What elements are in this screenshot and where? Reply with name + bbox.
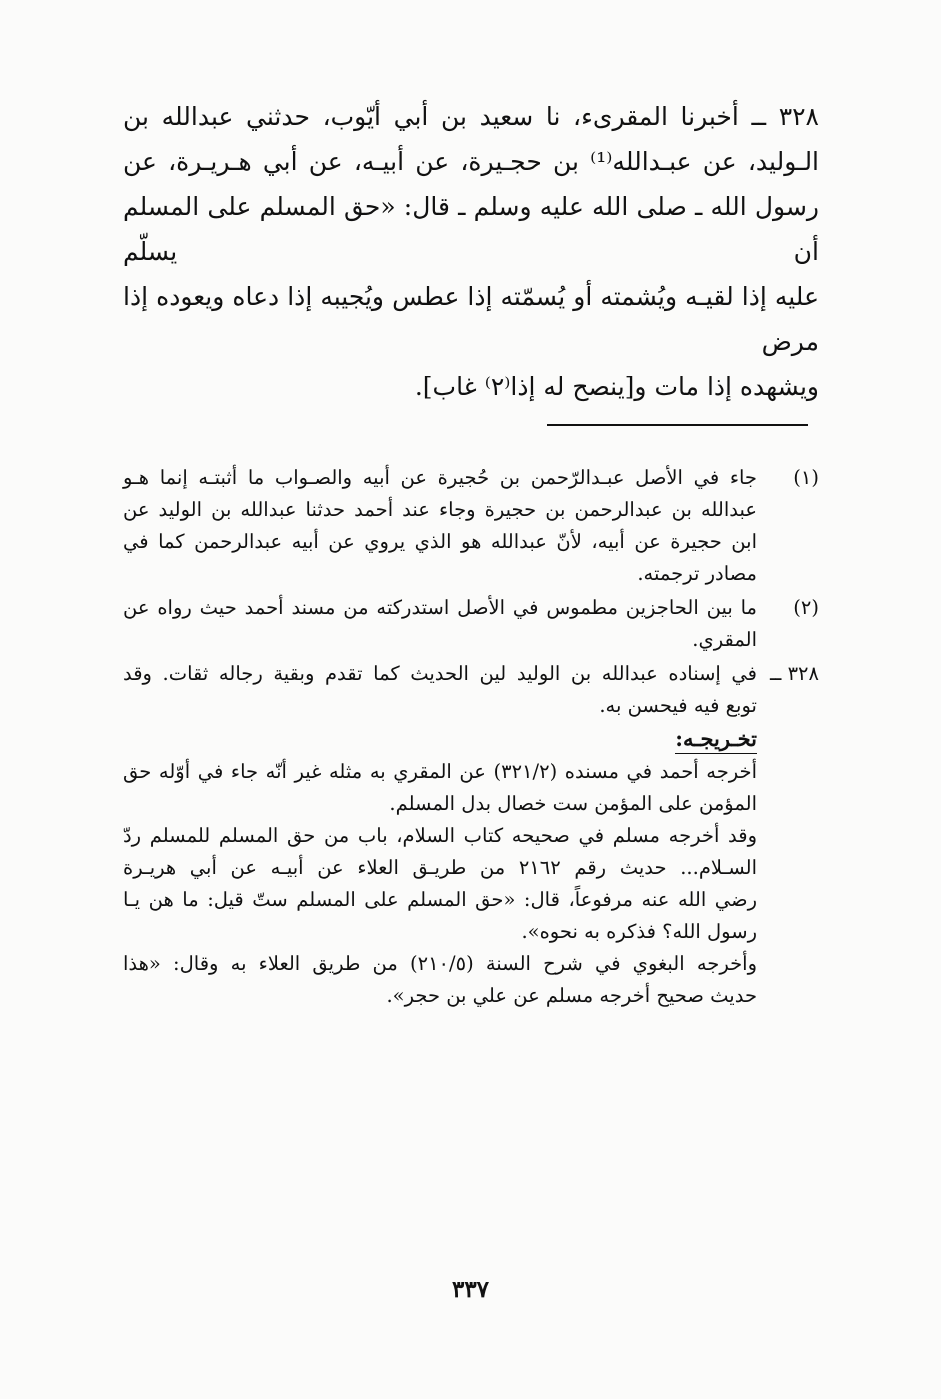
hadith-line: رسول الله ـ صلى الله عليه وسلم ـ قال: «حق المسلم على المسلم أن يسلّم [123,192,819,266]
takhrij-line: وأخرجه البغوي في شرح السنة (٢١٠/٥) من طريق العلاء به وقال: «هذا [123,952,757,975]
hadith-text [123,94,819,409]
footnote-line: في إسناده عبدالله بن الوليد لين الحديث كما تقدم وبقية رجاله ثقات. وقد [123,662,757,685]
hadith-line: ويشهده إذا مات و[ينصح له إذا⁽٢⁾ غاب]. [414,372,819,401]
takhrij-line: السـلام... حديث رقم ٢١٦٢ من طريـق العلاء عن أبيـه عن أبي هريـرة [123,856,758,879]
footnote-separator [547,424,808,426]
takhrij-line: المؤمن على المؤمن ست خصال بدل المسلم. [389,792,757,815]
footnote-body [123,592,757,656]
footnote-328 [123,658,819,722]
takhrij-line: أخرجه أحمد في مسنده (٣٢١/٢) عن المقري به مثله غير أنّه جاء في أوّله حق [123,760,758,783]
takhrij-line: وقد أخرجه مسلم في صحيحه كتاب السلام، باب من حق المسلم للمسلم ردّ [123,824,757,847]
footnote-body [123,658,757,722]
footnote-body [123,462,757,590]
takhrij-paragraph [123,756,757,820]
footnote-line: توبع فيه فيحسن به. [599,694,757,717]
takhrij-heading: تخـريجـه: [675,725,757,754]
page-number: ٣٣٧ [451,1276,490,1303]
hadith-line: عليه إذا لقيـه ويُشمته أو يُسمّته إذا عطس ويُجيبه إذا دعاه ويعوده إذا مرض [123,282,819,356]
takhrij-line: رسول الله؟ فذكره به نحوه». [521,920,757,943]
takhrij-section [123,724,757,1012]
hadith-paragraph [123,94,819,409]
footnote-line: ابن حجيرة عن أبيه، لأنّ عبدالله هو الذي يروي عن أبيه عبدالرحمن كما في [123,530,757,553]
footnote-1 [123,462,819,590]
footnote-line: ما بين الحاجزين مطموس في الأصل استدركته من مسند أحمد حيث رواه عن [123,596,757,619]
hadith-line: الـوليد، عن عبـدالله⁽¹⁾ بن حجـيرة، عن أبيـه، عن أبي هـريـرة، عن [123,147,820,176]
footnote-line: عبدالله بن عبدالرحمن بن حجيرة وجاء عند أحمد حدثنا عبدالله بن الوليد عن [123,498,757,521]
footnote-number: (١) [793,466,819,489]
footnote-2 [123,592,819,656]
takhrij-line: رضي الله عنه مرفوعاً، قال: «حق المسلم على المسلم ستّ قيل: ما هن يـا [123,888,757,911]
footnote-number: ٣٢٨ ــ [769,662,819,685]
footnote-number: (٢) [793,596,819,619]
hadith-line: ٣٢٨ ــ أخبرنا المقرىء، نا سعيد بن أبي أيّوب، حدثني عبدالله بن [123,102,819,131]
takhrij-paragraph [123,948,757,1012]
takhrij-line: حديث صحيح أخرجه مسلم عن علي بن حجر». [386,984,757,1007]
footnote-line: جاء في الأصل عبـدالرّحمن بن حُجيرة عن أبيه والصـواب ما أثبتـه إنما هـو [123,466,757,489]
footnote-line: مصادر ترجمته. [637,562,757,585]
footnotes [123,462,819,1012]
footnote-line: المقري. [692,628,757,651]
takhrij-paragraph [123,820,757,948]
